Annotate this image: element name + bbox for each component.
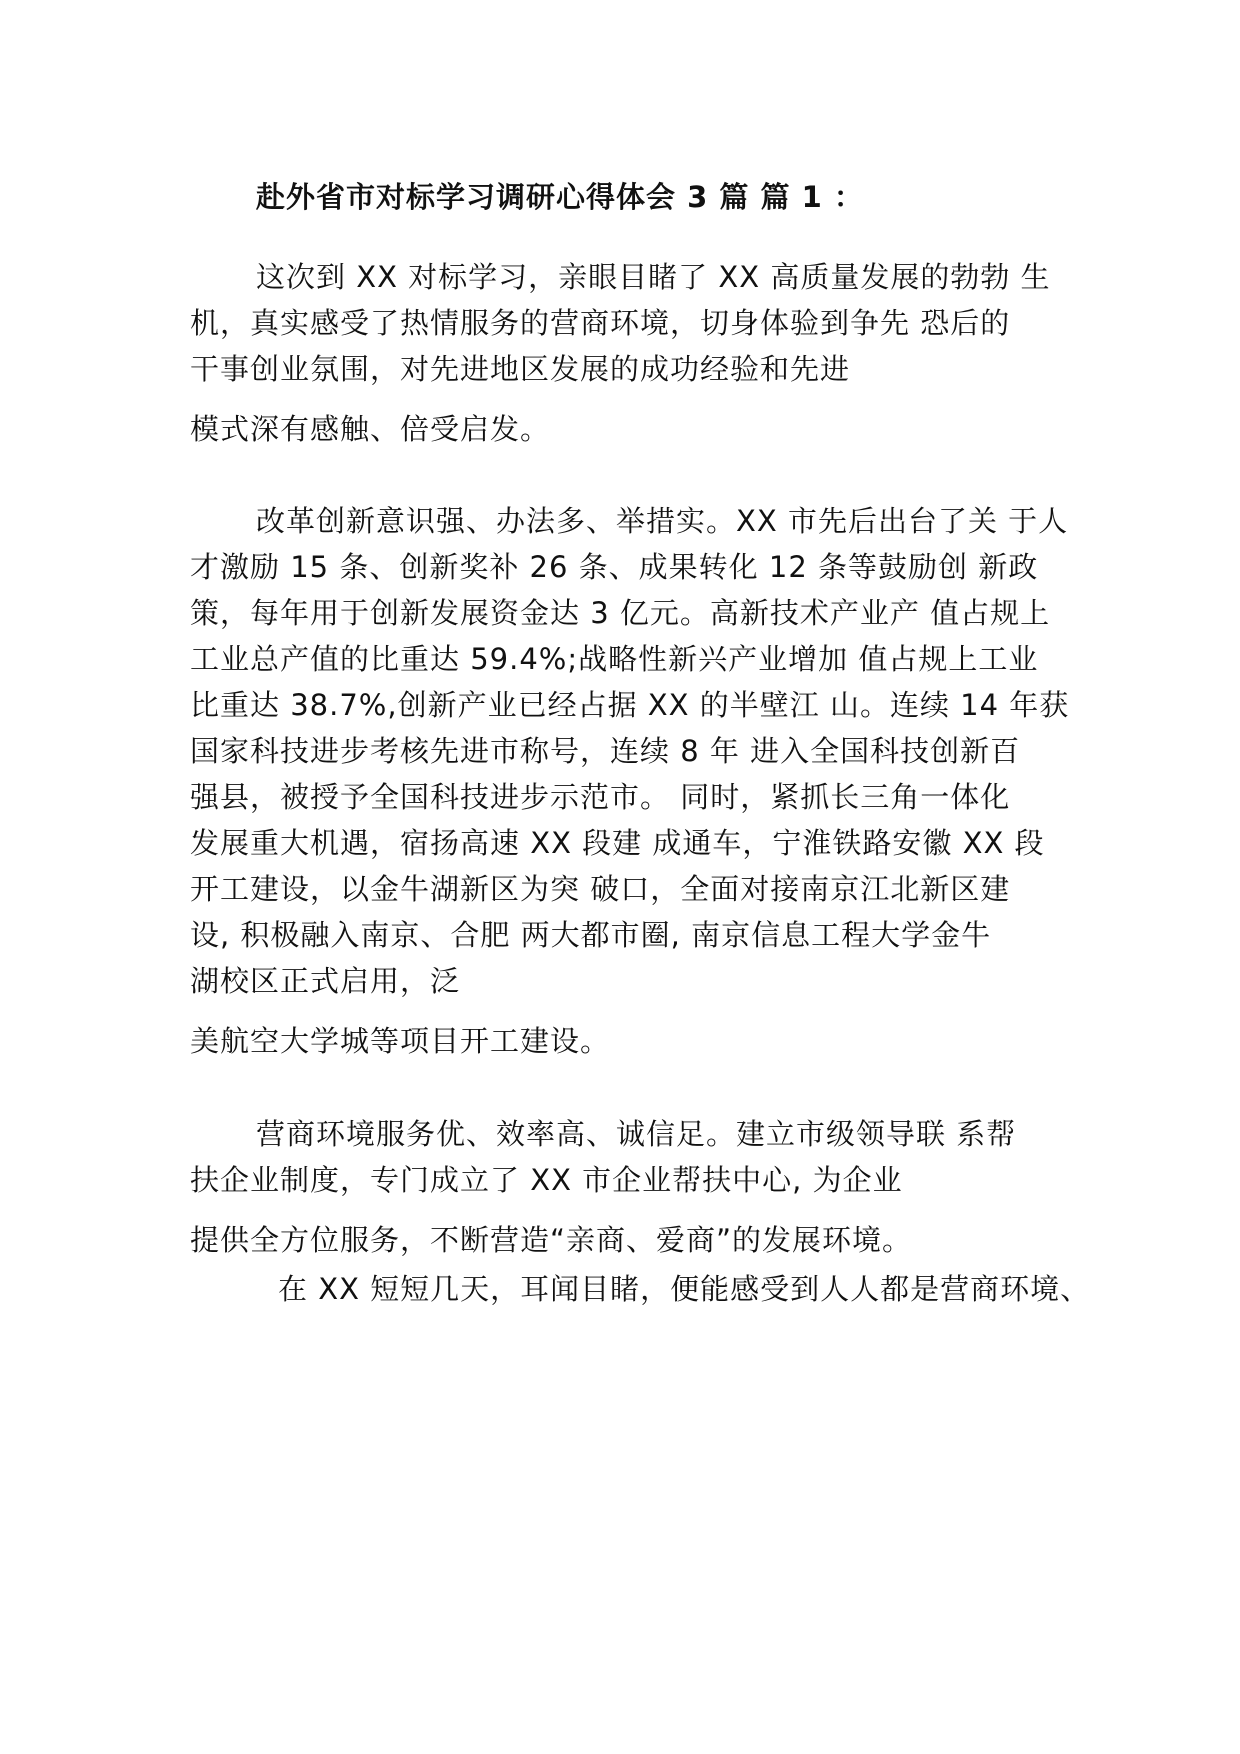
paragraph-2-line-10: 设, 积极融入南京、合肥 两大都市圈, 南京信息工程大学金牛	[190, 918, 992, 952]
paragraph-2-line-5: 比重达 38.7%,创新产业已经占据 XX 的半壁江 山。连续 14 年获	[190, 688, 1070, 722]
paragraph-2-line-3: 策，每年用于创新发展资金达 3 亿元。高新技术产业产 值占规上	[190, 596, 1051, 630]
paragraph-2-line-9: 开工建设，以金牛湖新区为突 破口，全面对接南京江北新区建	[190, 872, 1011, 906]
paragraph-3-line-1: 营商环境服务优、效率高、诚信足。建立市级领导联 系帮	[256, 1117, 1017, 1151]
paragraph-2-line-6: 国家科技进步考核先进市称号，连续 8 年 进入全国科技创新百	[190, 734, 1021, 768]
paragraph-1-line-3: 干事创业氛围，对先进地区发展的成功经验和先进	[190, 352, 851, 386]
paragraph-2-line-4: 工业总产值的比重达 59.4%;战略性新兴产业增加 值占规上工业	[190, 642, 1039, 676]
paragraph-3-line-4: 在 XX 短短几天，耳闻目睹，便能感受到人人都是营商环境、	[278, 1272, 1091, 1306]
paragraph-2-line-12: 美航空大学城等项目开工建设。	[190, 1024, 611, 1058]
paragraph-2-line-7: 强县，被授予全国科技进步示范市。 同时，紧抓长三角一体化	[190, 780, 1011, 814]
paragraph-2-line-11: 湖校区正式启用，泛	[190, 964, 461, 998]
paragraph-2-line-2: 才激励 15 条、创新奖补 26 条、成果转化 12 条等鼓励创 新政	[190, 550, 1039, 584]
paragraph-3-line-3: 提供全方位服务，不断营造“亲商、爱商”的发展环境。	[190, 1223, 913, 1257]
paragraph-2-line-1: 改革创新意识强、办法多、举措实。XX 市先后出台了关 于人	[256, 504, 1069, 538]
document-title: 赴外省市对标学习调研心得体会 3 篇 篇 1 ：	[256, 180, 864, 214]
paragraph-1-line-2: 机，真实感受了热情服务的营商环境，切身体验到争先 恐后的	[190, 306, 1011, 340]
paragraph-2-line-8: 发展重大机遇，宿扬高速 XX 段建 成通车，宁淮铁路安徽 XX 段	[190, 826, 1045, 860]
paragraph-1-line-4: 模式深有感触、倍受启发。	[190, 412, 551, 446]
paragraph-1-line-1: 这次到 XX 对标学习，亲眼目睹了 XX 高质量发展的勃勃 生	[256, 260, 1051, 294]
paragraph-3-line-2: 扶企业制度，专门成立了 XX 市企业帮扶中心, 为企业	[190, 1163, 903, 1197]
